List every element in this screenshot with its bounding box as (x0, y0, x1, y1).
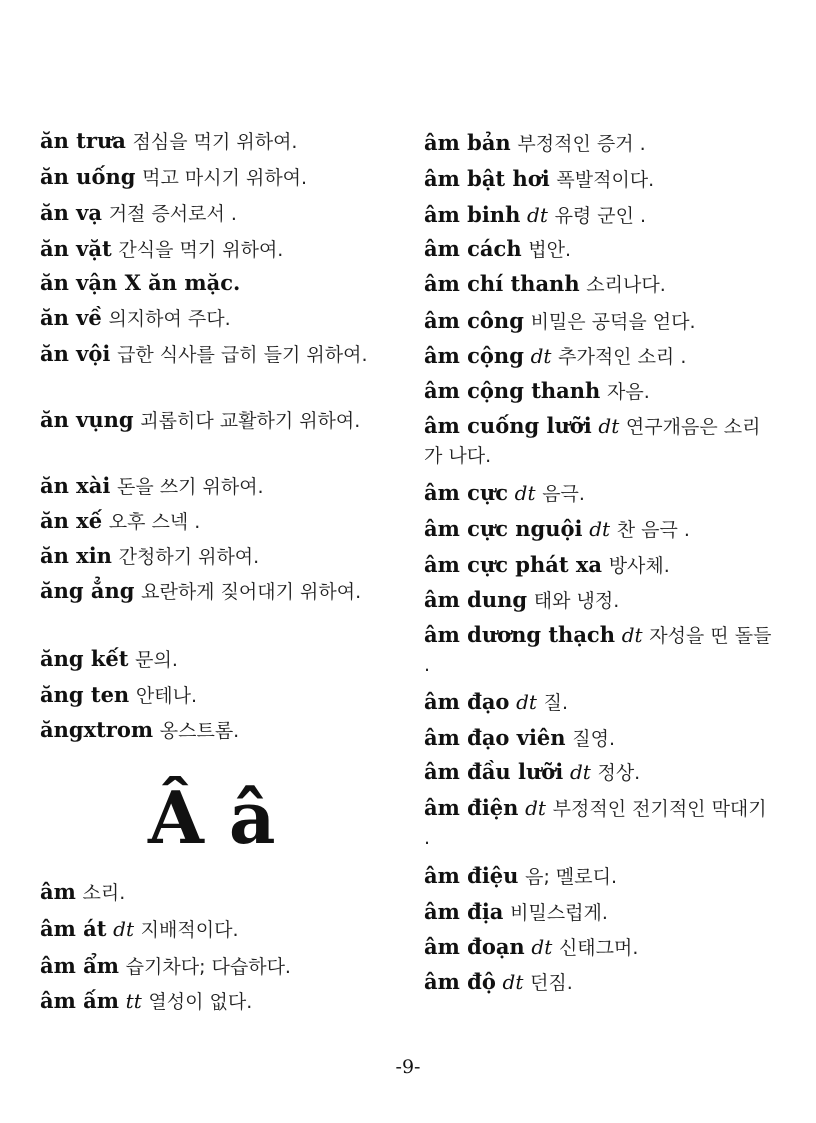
headword: âm binh (424, 202, 521, 227)
headword: âm (40, 879, 76, 904)
entry (40, 304, 231, 333)
headword: âm dương thạch (424, 622, 615, 647)
headword: âm dung (424, 587, 528, 612)
part-of-speech: dt (598, 414, 620, 438)
headword: ăn vụng (40, 407, 134, 432)
entry (40, 406, 392, 435)
definition: 찬 음극 . (616, 519, 690, 541)
part-of-speech: dt (569, 760, 591, 784)
part-of-speech: dt (516, 690, 537, 714)
headword: âm chí thanh (424, 271, 580, 296)
entry (424, 862, 617, 891)
entry (40, 163, 307, 192)
entry (40, 952, 291, 981)
definition: 안테나. (135, 685, 197, 707)
part-of-speech: dt (502, 970, 524, 994)
headword: âm cực (424, 480, 508, 505)
definition: 거절 증서로서 . (108, 203, 237, 225)
part-of-speech: dt (531, 935, 553, 959)
entry (40, 878, 125, 907)
headword: ăn xài (40, 473, 111, 498)
definition: 부정적인 증거 . (517, 133, 646, 155)
headword: âm cuống lưỡi (424, 413, 592, 438)
definition: 비밀스럽게. (510, 902, 608, 924)
entry (424, 515, 690, 544)
definition: 정상. (597, 762, 641, 784)
entry (424, 479, 585, 508)
definition: 태와 냉정. (533, 590, 620, 612)
definition: 오후 스넥 . (108, 511, 201, 533)
headword: âm cộng (424, 343, 524, 368)
entry (424, 621, 774, 679)
definition: 음; 멜로디. (525, 866, 618, 888)
definition: 음극. (542, 483, 585, 505)
definition: 의지하여 주다. (108, 308, 231, 330)
headword: âm đạo viên (424, 725, 566, 750)
entry (40, 716, 239, 745)
entry (40, 235, 283, 264)
entry (424, 933, 638, 962)
definition: 질. (543, 692, 569, 714)
entry (40, 681, 197, 710)
definition: 괴롭히다 교활하기 위하여. (140, 410, 361, 432)
definition: 신태그머. (558, 937, 639, 959)
definition: 부정적인 전기적인 막대기 . (424, 798, 767, 849)
headword: ăngxtrom (40, 717, 154, 742)
headword: ăng ten (40, 682, 130, 707)
definition: 간청하기 위하여. (118, 546, 260, 568)
headword: âm cộng thanh (424, 378, 601, 403)
entry (424, 794, 774, 852)
headword: âm ẩm (40, 953, 119, 978)
part-of-speech: dt (530, 344, 552, 368)
definition: 소리. (82, 882, 126, 904)
entry (424, 412, 774, 470)
part-of-speech: tt (125, 989, 142, 1013)
headword: âm cách (424, 236, 522, 261)
definition: 돈을 쓰기 위하여. (116, 476, 264, 498)
headword: âm đạo (424, 689, 510, 714)
part-of-speech: dt (525, 796, 546, 820)
headword: ăn trưa (40, 128, 126, 153)
entry (424, 586, 619, 615)
definition: 법안. (528, 239, 572, 261)
entry (40, 987, 252, 1016)
entry (40, 199, 237, 228)
definition: 폭발적이다. (556, 169, 655, 191)
entry (424, 201, 646, 230)
headword: âm điệu (424, 863, 519, 888)
entry (40, 542, 259, 571)
headword: ăn vạ (40, 200, 102, 225)
definition: 질영. (572, 728, 615, 750)
entry (424, 129, 646, 158)
part-of-speech: dt (113, 917, 134, 941)
definition: 자성을 띤 돌들 . (424, 625, 772, 676)
headword: ăn vận X ăn mặc. (40, 270, 241, 295)
definition: 지배적이다. (140, 919, 239, 941)
headword: ăn vặt (40, 236, 112, 261)
headword: âm điện (424, 795, 519, 820)
definition: 비밀은 공덕을 얻다. (530, 311, 696, 333)
definition: 열성이 없다. (148, 991, 253, 1013)
entry (40, 645, 178, 674)
entry (424, 235, 571, 264)
headword: âm bản (424, 130, 511, 155)
headword: ăn xin (40, 543, 112, 568)
definition: 습기차다; 다습하다. (125, 956, 291, 978)
definition: 추가적인 소리 . (558, 346, 687, 368)
part-of-speech: dt (621, 623, 643, 647)
definition: 점심을 먹기 위하여. (132, 131, 298, 153)
headword: âm cực nguội (424, 516, 583, 541)
definition: 옹스트롬. (159, 720, 240, 742)
definition: 요란하게 짖어대기 위하여. (141, 581, 362, 603)
entry (424, 307, 696, 336)
definition: 방사체. (608, 555, 670, 577)
entry (424, 551, 670, 580)
entry (40, 507, 200, 536)
definition: 급한 식사를 급히 들기 위하여. (117, 344, 368, 366)
entry (424, 342, 686, 371)
headword: âm át (40, 916, 107, 941)
headword: ăng kết (40, 646, 129, 671)
headword: ăn vội (40, 341, 111, 366)
headword: âm ấm (40, 988, 119, 1013)
headword: âm đoạn (424, 934, 525, 959)
headword: âm bật hơi (424, 166, 550, 191)
page-number: -9- (395, 1056, 421, 1078)
headword: âm địa (424, 899, 504, 924)
entry (424, 688, 568, 717)
headword: ăng ẳng (40, 578, 135, 603)
entry (40, 472, 264, 501)
headword: âm công (424, 308, 524, 333)
definition: 연구개음은 소리가 나다. (424, 416, 761, 467)
entry (40, 127, 297, 156)
headword: ăn uống (40, 164, 136, 189)
part-of-speech: dt (589, 517, 611, 541)
headword: âm độ (424, 969, 496, 994)
definition: 던짐. (530, 972, 573, 994)
entry (424, 165, 654, 194)
headword: âm cực phát xa (424, 552, 602, 577)
entry (424, 377, 650, 406)
entry (424, 724, 615, 753)
part-of-speech: dt (514, 481, 536, 505)
section-heading: Â â (148, 775, 276, 860)
part-of-speech: dt (527, 203, 548, 227)
entry (40, 340, 392, 369)
definition: 유령 군인 . (554, 205, 647, 227)
entry (40, 915, 238, 944)
headword: ăn về (40, 305, 102, 330)
entry (40, 577, 392, 606)
headword: ăn xế (40, 508, 103, 533)
entry (424, 270, 666, 299)
headword: âm đầu lưỡi (424, 759, 564, 784)
definition: 자음. (607, 381, 650, 403)
entry (424, 898, 608, 927)
definition: 간식을 먹기 위하여. (118, 239, 284, 261)
definition: 문의. (135, 649, 178, 671)
entry (424, 758, 640, 787)
definition: 소리나다. (586, 274, 666, 296)
entry (40, 269, 240, 297)
entry (424, 968, 573, 997)
definition: 먹고 마시기 위하여. (142, 167, 308, 189)
